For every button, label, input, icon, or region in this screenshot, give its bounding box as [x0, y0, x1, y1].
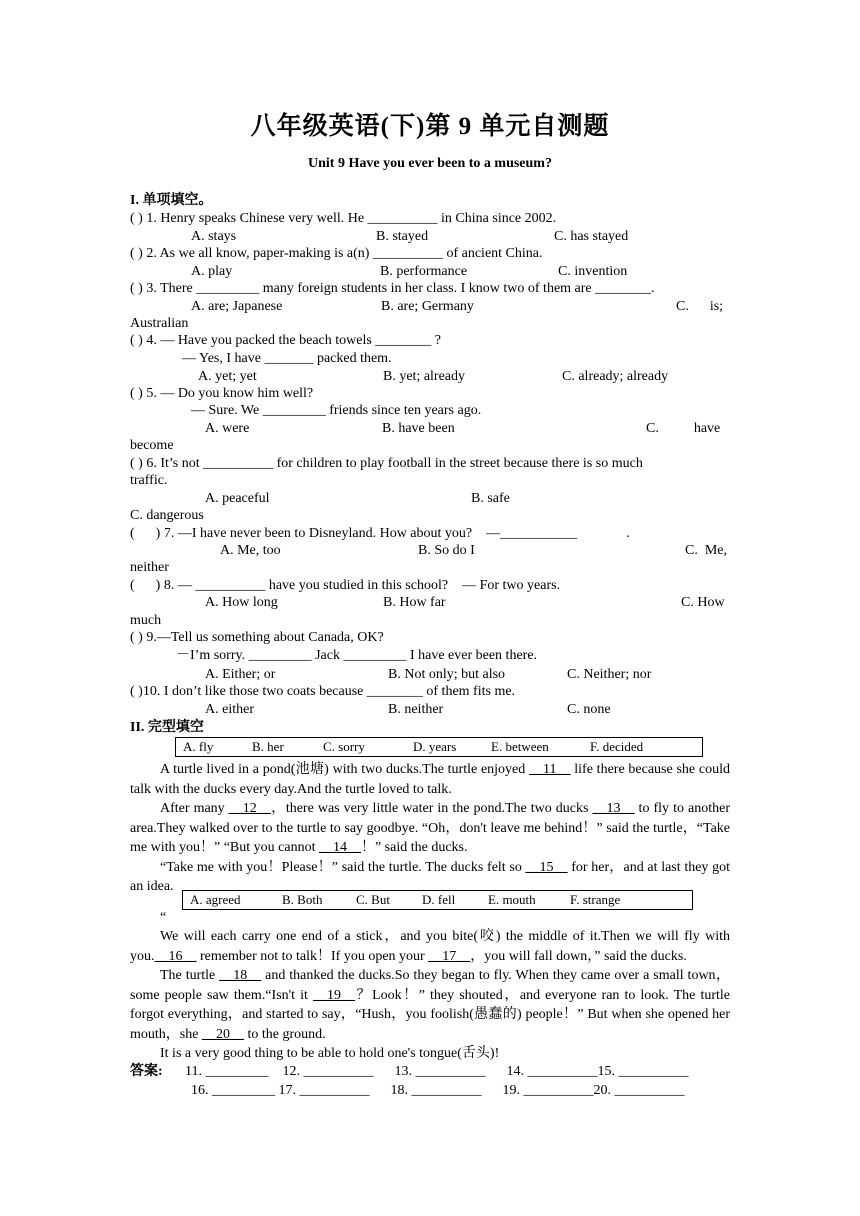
- blank-14: __14__: [318, 840, 361, 855]
- opening-quote-mark: “: [160, 910, 167, 925]
- q2-option-b: B. performance: [380, 264, 468, 279]
- q5-option-a: A. were: [205, 421, 250, 436]
- word-bank-1-item: A. fly: [183, 739, 214, 754]
- word-bank-1-item: F. decided: [590, 739, 644, 754]
- q5-stem: ( ) 5. — Do you know him well?: [130, 386, 314, 401]
- section2-heading: II. 完型填空: [130, 720, 204, 735]
- q4-stem: ( ) 4. — Have you packed the beach towels ________ ?: [130, 333, 442, 348]
- paragraph-5: The turtle __18__ and thanked the ducks.So they began to fly. When they came over a small town，some people saw them.“Isn't it __19__？Look！” they shouted，and everyone ran to look. The turtle forgot everything，and started to say，“Hush，you foolish(愚蠢的) people！” But when she opened her mouth，she __20__ to the ground.: [130, 968, 730, 1042]
- q5-option-c-wrap: become: [130, 438, 174, 453]
- q4-stem-reply: — Yes, I have _______ packed them.: [182, 351, 392, 366]
- blank-11: __11__: [529, 762, 571, 777]
- word-bank-2-item: A. agreed: [190, 892, 241, 907]
- q6-stem: ( ) 6. It’s not __________ for children to play football in the street because there is so much: [130, 456, 643, 471]
- q10-option-b: B. neither: [388, 702, 444, 717]
- paragraph-2: After many __12__，there was very little water in the pond.The two ducks __13__ to fly to another area.They walked over to the turtle to say goodbye. “Oh，don't leave me behind！” said the turtle，“Take me with you！” “But you cannot __14__！” said the ducks.: [130, 801, 730, 855]
- paragraph-3: “Take me with you！Please！” said the turtle. The ducks felt so __15__ for her，and at last they got an idea.: [130, 859, 731, 894]
- q6-option-c: C. dangerous: [130, 508, 204, 523]
- q10-option-a: A. either: [205, 702, 254, 717]
- word-bank-2-item: C. But: [356, 892, 390, 907]
- word-bank-2-item: F. strange: [570, 892, 621, 907]
- q1-option-a: A. stays: [191, 229, 237, 244]
- q10-option-c: C. none: [567, 702, 611, 717]
- q4-option-a: A. yet; yet: [198, 369, 257, 384]
- q8-stem: ( ) 8. — __________ have you studied in this school? — For two years.: [130, 578, 561, 593]
- word-bank-2: [182, 890, 693, 910]
- q2-stem: ( ) 2. As we all know, paper-making is a(n) __________ of ancient China.: [130, 246, 543, 261]
- word-bank-1-item: B. her: [252, 739, 284, 754]
- q4-option-c: C. already; already: [562, 369, 669, 384]
- q7-option-a: A. Me, too: [220, 543, 281, 558]
- q8-option-b: B. How far: [383, 595, 446, 610]
- blank-17: __17__: [428, 948, 471, 964]
- page-subtitle: Unit 9 Have you ever been to a museum?: [308, 156, 552, 171]
- blank-18: __18__: [219, 968, 262, 983]
- blank-12: __12__: [228, 801, 271, 816]
- blank-16: __16__: [154, 948, 197, 964]
- q5-option-c: C. have: [646, 421, 721, 436]
- answers-row-2: 16. _________ 17. __________ 18. __________ 19. __________20. __________: [191, 1083, 685, 1098]
- page-title: 八年级英语(下)第 9 单元自测题: [250, 113, 610, 140]
- q9-stem: ( ) 9.—Tell us something about Canada, OK?: [130, 630, 384, 645]
- q1-stem: ( ) 1. Henry speaks Chinese very well. He __________ in China since 2002.: [130, 211, 557, 226]
- q9-option-a: A. Either; or: [205, 667, 276, 682]
- answers-label: 答案:: [130, 1064, 163, 1079]
- q3-stem: ( ) 3. There _________ many foreign students in her class. I know two of them are ________.: [130, 281, 655, 296]
- q4-option-b: B. yet; already: [383, 369, 466, 384]
- word-bank-1-item: C. sorry: [323, 739, 365, 754]
- q8-option-a: A. How long: [205, 595, 278, 610]
- q7-stem: ( ) 7. —I have never been to Disneyland. How about you? —___________ .: [130, 526, 630, 541]
- q2-option-a: A. play: [191, 264, 233, 279]
- word-bank-2-item: D. fell: [422, 892, 456, 907]
- q10-stem: ( )10. I don’t like those two coats because ________ of them fits me.: [130, 684, 516, 699]
- blank-15: __15__: [525, 859, 568, 875]
- q1-option-c: C. has stayed: [554, 229, 629, 244]
- q1-option-b: B. stayed: [376, 229, 429, 244]
- blank-13: __13__: [592, 801, 635, 816]
- paragraph-1: A turtle lived in a pond(池塘) with two ducks.The turtle enjoyed __11__ life there because she could talk with the ducks every day.And the turtle loved to talk.: [130, 762, 730, 797]
- q7-option-b: B. So do I: [418, 543, 475, 558]
- word-bank-1-item: E. between: [491, 739, 549, 754]
- paragraph-4: We will each carry one end of a stick，and you bite(咬) the middle of it.Then we will fly with you.__16__ remember not to talk！If you open your __17__，you will fall down，” said the ducks.: [130, 929, 730, 964]
- passage-part1: [130, 760, 730, 897]
- passage-part2: [130, 927, 730, 1064]
- q6-stem-wrap: traffic.: [130, 473, 168, 488]
- q5-stem-reply: — Sure. We _________ friends since ten years ago.: [191, 403, 482, 418]
- q9-option-c: C. Neither; nor: [567, 667, 652, 682]
- q3-option-c-wrap: Australian: [130, 316, 189, 331]
- q8-option-c-wrap: much: [130, 613, 162, 628]
- word-bank-1: [175, 737, 703, 757]
- blank-20: __20__: [201, 1026, 244, 1042]
- answers-row-1: 11. _________ 12. __________ 13. __________ 14. __________15. __________: [185, 1064, 689, 1079]
- q2-option-c: C. invention: [558, 264, 628, 279]
- q6-option-b: B. safe: [471, 491, 510, 506]
- q3-option-a: A. are; Japanese: [191, 299, 283, 314]
- q7-option-c: C. Me,: [685, 543, 727, 558]
- q8-option-c: C. How: [681, 595, 725, 610]
- blank-19: __19__: [312, 987, 355, 1003]
- word-bank-2-item: B. Both: [282, 892, 323, 907]
- word-bank-1-item: D. years: [413, 739, 457, 754]
- section1-heading: I. 单项填空。: [130, 193, 213, 208]
- q3-option-b: B. are; Germany: [381, 299, 474, 314]
- q5-option-b: B. have been: [382, 421, 455, 436]
- q9-stem-reply: －I’m sorry. _________ Jack _________ I have ever been there.: [176, 648, 538, 663]
- q9-option-b: B. Not only; but also: [388, 667, 506, 682]
- q7-option-c-wrap: neither: [130, 560, 169, 575]
- q6-option-a: A. peaceful: [205, 491, 270, 506]
- q3-option-c: C. is;: [676, 299, 724, 314]
- word-bank-2-item: E. mouth: [488, 892, 536, 907]
- paragraph-6: It is a very good thing to be able to hold one's tongue(舌头)!: [160, 1046, 500, 1061]
